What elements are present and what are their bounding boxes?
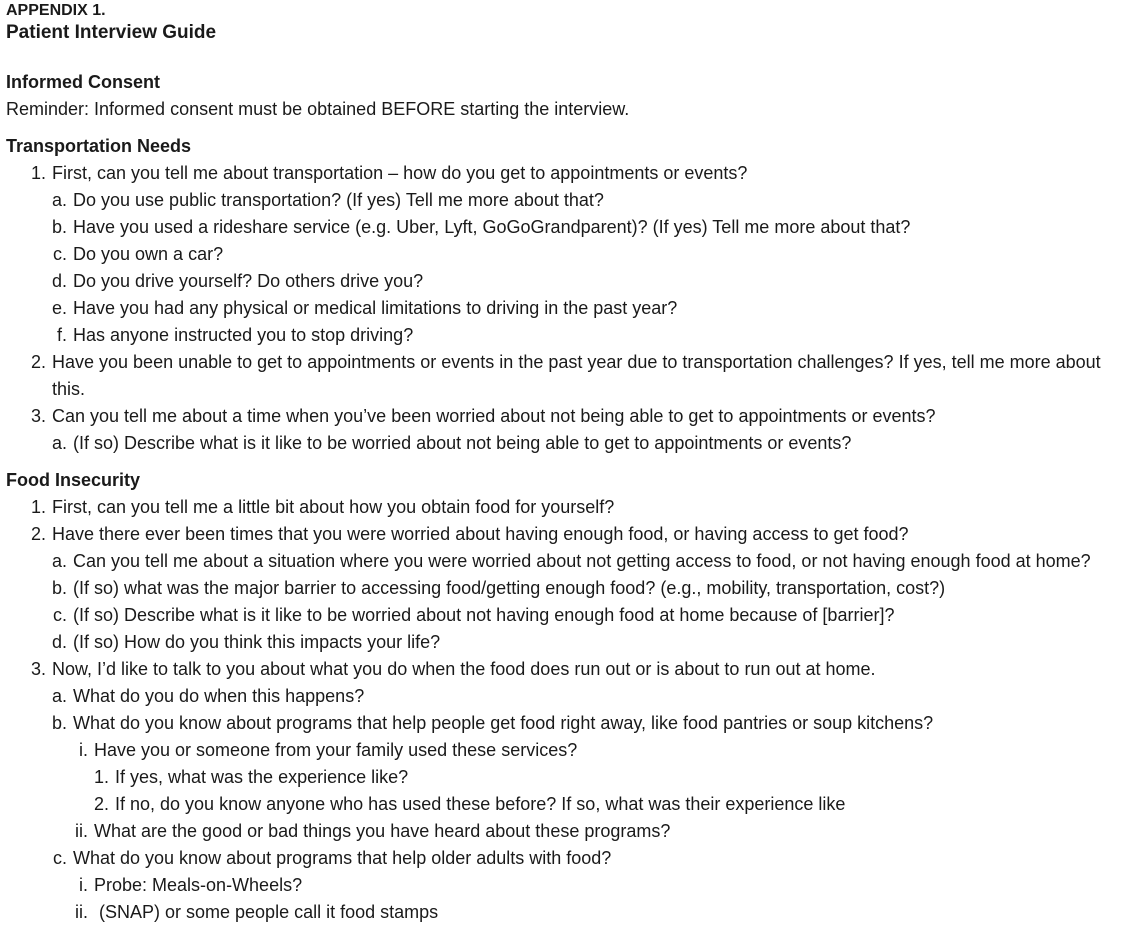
list-item <box>6 764 1136 791</box>
list-item <box>6 602 1136 629</box>
item-letter: d. <box>51 632 67 652</box>
list-item <box>6 818 1136 845</box>
item-text: (If so) Describe what is it like to be worried about not having enough food at home because of [barrier]? <box>73 605 895 625</box>
list-item <box>6 791 1136 818</box>
appendix-label: APPENDIX 1. <box>6 2 106 19</box>
item-letter: b. <box>51 578 67 598</box>
item-text: Have you had any physical or medical limitations to driving in the past year? <box>73 298 678 318</box>
document <box>6 0 1136 936</box>
item-letter: a. <box>51 190 67 210</box>
list-item <box>6 494 1136 521</box>
item-number: 3. <box>30 406 46 426</box>
item-text: Have you or someone from your family used these services? <box>94 740 578 760</box>
item-text: (If so) Describe what is it like to be worried about not being able to get to appointments or events? <box>73 433 852 453</box>
item-text: What do you do when this happens? <box>73 686 365 706</box>
item-text: If no, do you know anyone who has used these before? If so, what was their experience like <box>115 794 846 814</box>
item-text: Do you use public transportation? (If yes) Tell me more about that? <box>73 190 604 210</box>
list-item <box>6 656 1136 683</box>
item-letter: c. <box>52 605 67 625</box>
item-number: 2. <box>30 352 46 372</box>
section-informed-consent <box>6 69 1136 123</box>
list-item <box>6 160 1136 187</box>
item-text: Do you drive yourself? Do others drive you? <box>73 271 424 291</box>
item-roman: i. <box>79 740 88 760</box>
item-text: What are the good or bad things you have heard about these programs? <box>94 821 671 841</box>
item-text: Can you tell me about a time when you’ve been worried about not being able to get to appointments or events? <box>52 406 936 426</box>
list-item <box>6 683 1136 710</box>
item-text: Has anyone instructed you to stop driving? <box>73 325 414 345</box>
item-text: (SNAP) or some people call it food stamps <box>94 902 439 922</box>
section-transportation <box>6 133 1136 457</box>
item-text: First, can you tell me a little bit about how you obtain food for yourself? <box>52 497 615 517</box>
item-letter: d. <box>51 271 67 291</box>
item-letter: a. <box>51 686 67 706</box>
item-text: Probe: Meals-on-Wheels? <box>94 875 303 895</box>
item-text: (If so) How do you think this impacts your life? <box>73 632 441 652</box>
list-item <box>6 430 1136 457</box>
item-text: Now, I’d like to talk to you about what you do when the food does run out or is about to run out at home. <box>52 659 876 679</box>
item-number: 1. <box>30 163 46 183</box>
section-food-insecurity <box>6 467 1136 926</box>
item-letter: b. <box>51 713 67 733</box>
list-item <box>6 548 1136 575</box>
item-text: Do you own a car? <box>73 244 224 264</box>
item-text: First, can you tell me about transportation – how do you get to appointments or events? <box>52 163 748 183</box>
list-item <box>6 322 1136 349</box>
section-heading-food: Food Insecurity <box>6 470 141 490</box>
item-letter: a. <box>51 433 67 453</box>
item-text: What do you know about programs that help people get food right away, like food pantries or soup kitchens? <box>73 713 934 733</box>
item-letter: f. <box>56 325 67 345</box>
list-item <box>6 521 1136 548</box>
list-item <box>6 214 1136 241</box>
item-number: 2. <box>30 524 46 544</box>
item-letter: e. <box>51 298 67 318</box>
list-item <box>6 349 1136 403</box>
list-item <box>6 295 1136 322</box>
item-text: Have there ever been times that you were worried about having enough food, or having access to get food? <box>52 524 909 544</box>
item-number: 2. <box>93 794 109 814</box>
item-text: (If so) what was the major barrier to accessing food/getting enough food? (e.g., mobility, transportation, cost?) <box>73 578 946 598</box>
section-heading-transportation: Transportation Needs <box>6 136 192 156</box>
list-item <box>6 403 1136 430</box>
item-text: Have you used a rideshare service (e.g. Uber, Lyft, GoGoGrandparent)? (If yes) Tell me more about that? <box>73 217 911 237</box>
item-text: If yes, what was the experience like? <box>115 767 409 787</box>
item-number: 1. <box>30 497 46 517</box>
list-item <box>6 872 1136 899</box>
list-item <box>6 899 1136 926</box>
list-item <box>6 187 1136 214</box>
item-letter: a. <box>51 551 67 571</box>
list-item <box>6 710 1136 737</box>
list-item <box>6 737 1136 764</box>
item-text: Have you been unable to get to appointments or events in the past year due to transportation challenges? If yes, tell me more about this. <box>52 352 1101 399</box>
list-item <box>6 629 1136 656</box>
item-text: Can you tell me about a situation where you were worried about not getting access to food, or not having enough food at home? <box>73 551 1091 571</box>
item-roman: i. <box>79 875 88 895</box>
list-item <box>6 268 1136 295</box>
list-item <box>6 575 1136 602</box>
item-letter: c. <box>52 848 67 868</box>
item-roman: ii. <box>75 902 88 922</box>
section-heading-consent: Informed Consent <box>6 72 161 92</box>
item-text: What do you know about programs that help older adults with food? <box>73 848 612 868</box>
document-title: Patient Interview Guide <box>6 22 217 43</box>
item-number: 3. <box>30 659 46 679</box>
consent-reminder: Reminder: Informed consent must be obtained BEFORE starting the interview. <box>6 99 630 119</box>
item-roman: ii. <box>75 821 88 841</box>
item-letter: c. <box>52 244 67 264</box>
list-item <box>6 845 1136 872</box>
item-number: 1. <box>93 767 109 787</box>
item-letter: b. <box>51 217 67 237</box>
list-item <box>6 241 1136 268</box>
